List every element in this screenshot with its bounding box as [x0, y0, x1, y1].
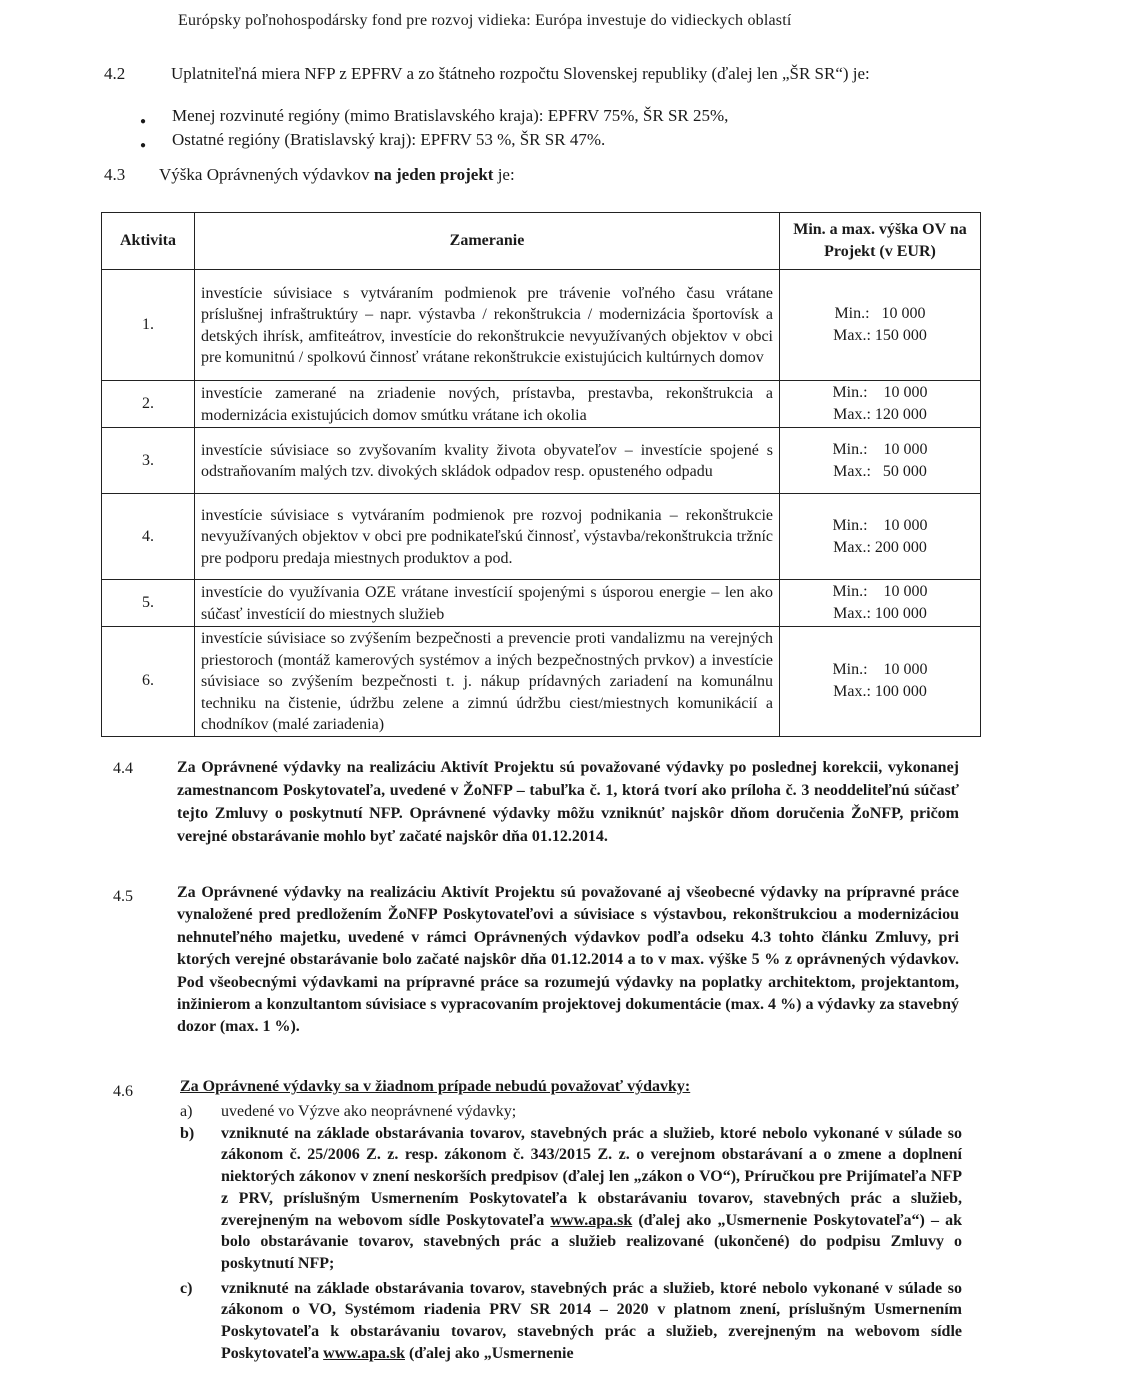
table-row	[102, 494, 981, 580]
row-number: 1.	[102, 270, 195, 381]
row-number: 2.	[102, 381, 195, 428]
list-item-c	[180, 1278, 962, 1365]
row-number: 6.	[102, 627, 195, 737]
table-row	[102, 381, 981, 428]
exclusion-list	[180, 1101, 962, 1364]
row-text: investície súvisiace s vytváraním podmienok pre trávenie voľného času vrátane príslušnej infraštruktúry – napr. výstavba / rekonštrukcia / modernizácia športovísk a detských ihrísk, amfiteátrov, investície do rekonštrukcie nevyužívaných objektov v obci pre komunitnú / spolkovú činnosť vrátane rekonštrukcie existujúcich kultúrnych domov	[195, 270, 780, 381]
item-label: c)	[180, 1279, 193, 1297]
column-header: Zameranie	[195, 213, 780, 270]
table-row	[102, 580, 981, 627]
row-number: 5.	[102, 580, 195, 627]
max-value: Max.: 120 000	[833, 406, 927, 423]
page-header: Európsky poľnohospodársky fond pre rozvoj vidieka: Európa investuje do vidieckych oblastí	[178, 12, 792, 29]
row-values	[780, 428, 981, 494]
row-values	[780, 627, 981, 737]
section-number: 4.3	[104, 165, 126, 184]
max-value: Max.: 50 000	[833, 462, 927, 480]
item-text: uvedené vo Výzve ako neoprávnené výdavky;	[221, 1103, 517, 1120]
table-row	[102, 428, 981, 494]
row-text: investície súvisiace so zvyšovaním kvality života obyvateľov – investície spojené s odstraňovaním malých tzv. divokých skládok odpadov resp. opusteného odpadu	[195, 428, 780, 494]
row-text: investície súvisiace so zvýšením bezpečnosti a prevencie proti vandalizmu na verejných priestoroch (montáž kamerových systémov a iných bezpečnostných prvkov) a investície súvisiace so zvýšením bezpečnosti t. j. nákup prídavných zariadení na komunálnu techniku na čistenie, údržbu zelene a zimnú údržbu ciest/miestnych komunikácií a chodníkov (malé zariadenia)	[195, 627, 780, 737]
section-4-4-text: Za Oprávnené výdavky na realizáciu Aktivít Projektu sú považované výdavky po poslednej korekcii, vykonanej zamestnancom Poskytovateľa, uvedené v ŽoNFP – tabuľka č. 1, ktorá tvorí ako príloha č. 3 neoddeliteľnú súčasť tejto Zmluvy o poskytnutí NFP. Oprávnené výdavky môžu vzniknúť najskôr dňom doručenia ŽoNFP, pričom verejné obstarávanie mohlo byť začaté najskôr dňa 01.12.2014.	[177, 759, 959, 845]
bullet-item: ● Menej rozvinuté regióny (mimo Bratislavského kraja): EPFRV 75%, ŠR SR 25%,	[140, 104, 728, 128]
item-text: vzniknuté na základe obstarávania tovarov, stavebných prác a služieb, ktoré nebolo vykonané v súlade so zákonom č. 25/2006 Z. z. resp. zákonom č. 343/2015 Z. z. o verejnom obstarávaní a o zmene a doplnení niektorých zákonov v znení neskorších predpisov (ďalej len „zákon o VO“), Príručkou pre Prijímateľa NFP z PRV, príslušným Usmernením Poskytovateľa k obstarávaniu tovarov, stavebných prác a služieb, zverejneným na webovom sídle Poskytovateľa	[221, 1124, 962, 1229]
bullet-list	[140, 104, 728, 152]
min-value: Min.: 10 000	[832, 516, 928, 534]
row-text: investície zamerané na zriadenie nových, prístavba, prestavba, rekonštrukcia a modernizácia existujúcich domov smútku vrátane ich okolia	[195, 381, 780, 428]
row-text: investície súvisiace s vytváraním podmienok pre rozvoj podnikania – rekonštrukcie nevyužívaných objektov v obci pre podnikateľskú činnosť, výstavba/rekonštrukcia tržníc pre podporu predaja miestnych produktov a pod.	[195, 494, 780, 580]
item-label: b)	[180, 1124, 195, 1142]
min-value: Min.: 10 000	[832, 440, 928, 458]
list-item-b	[180, 1123, 962, 1275]
table-row	[102, 270, 981, 381]
row-values	[780, 494, 981, 580]
eligible-expenses-table	[101, 212, 981, 737]
apa-link[interactable]: www.apa.sk	[550, 1211, 633, 1229]
table-row	[102, 627, 981, 737]
section-text	[159, 165, 515, 185]
max-value: Max.: 100 000	[833, 683, 927, 701]
column-header: Aktivita	[102, 213, 195, 270]
min-value: Min.: 10 000	[832, 661, 928, 679]
section-number: 4.2	[104, 64, 126, 83]
text-part: je:	[493, 165, 515, 184]
min-value: Min.: 10 000	[834, 305, 926, 322]
row-values	[780, 270, 981, 381]
item-text: (ďalej ako „Usmernenie	[404, 1344, 574, 1362]
section-4-6-title: Za Oprávnené výdavky sa v žiadnom prípade nebudú považovať výdavky:	[180, 1078, 691, 1095]
section-number: 4.5	[113, 888, 133, 905]
row-number: 4.	[102, 494, 195, 580]
bullet-item: ● Ostatné regióny (Bratislavský kraj): EPFRV 53 %, ŠR SR 47%.	[140, 128, 728, 152]
column-header: Min. a max. výška OV na Projekt (v EUR)	[780, 213, 981, 270]
max-value: Max.: 150 000	[833, 327, 927, 344]
text-bold: na jeden projekt	[373, 165, 494, 184]
section-number: 4.6	[113, 1083, 133, 1100]
min-value: Min.: 10 000	[832, 583, 928, 600]
row-number: 3.	[102, 428, 195, 494]
item-label: a)	[180, 1103, 193, 1120]
item-text: (ďalej ako „Usmernenie Poskytovateľa“) – ak bolo obstarávanie tovarov, stavebných prác a služieb realizované (ukončené) do podpisu Zmluvy o poskytnutí NFP;	[221, 1211, 962, 1272]
min-value: Min.: 10 000	[832, 384, 928, 401]
section-text: Uplatniteľná miera NFP z EPFRV a zo štátneho rozpočtu Slovenskej republiky (ďalej len „ŠR SR“) je:	[171, 64, 870, 83]
row-values	[780, 580, 981, 627]
max-value: Max.: 200 000	[833, 538, 927, 556]
row-text: investície do využívania OZE vrátane investícií spojenými s úsporou energie – len ako súčasť investícií do miestnych služieb	[195, 580, 780, 627]
item-text: vzniknuté na základe obstarávania tovarov, stavebných prác a služieb, ktoré nebolo vykonané v súlade so zákonom o VO, Systémom riadenia PRV SR 2014 – 2020 v platnom znení, príslušným Usmernením Poskytovateľa k obstarávaniu tovarov, stavebných prác a služieb, zverejneným na webovom sídle Poskytovateľa	[221, 1279, 962, 1362]
section-4-5-text: Za Oprávnené výdavky na realizáciu Aktivít Projektu sú považované aj všeobecné výdavky na prípravné práce vynaložené pred predložením ŽoNFP Poskytovateľovi a súvisiace s výstavbou, rekonštrukciou a modernizáciou nehnuteľného majetku, uvedené v rámci Oprávnených výdavkov podľa odseku 4.3 tohto článku Zmluvy, pri ktorých verejné obstarávanie bolo začaté najskôr dňa 01.12.2014 a to v max. výške 5 % z oprávnených výdavkov. Pod všeobecnými výdavkami na prípravné práce sa rozumejú výdavky na poplatky architektom, projektantom, inžinierom a konzultantom súvisiace s vypracovaním projektovej dokumentácie (max. 4 %) a výdavky za stavebný dozor (max. 1 %).	[177, 884, 959, 1036]
list-item-a	[180, 1101, 962, 1123]
row-values	[780, 381, 981, 428]
max-value: Max.: 100 000	[833, 605, 927, 622]
table-header-row	[102, 213, 981, 270]
section-number: 4.4	[113, 760, 133, 777]
apa-link[interactable]: www.apa.sk	[323, 1344, 405, 1362]
text-part: Výška Oprávnených výdavkov	[159, 165, 374, 184]
